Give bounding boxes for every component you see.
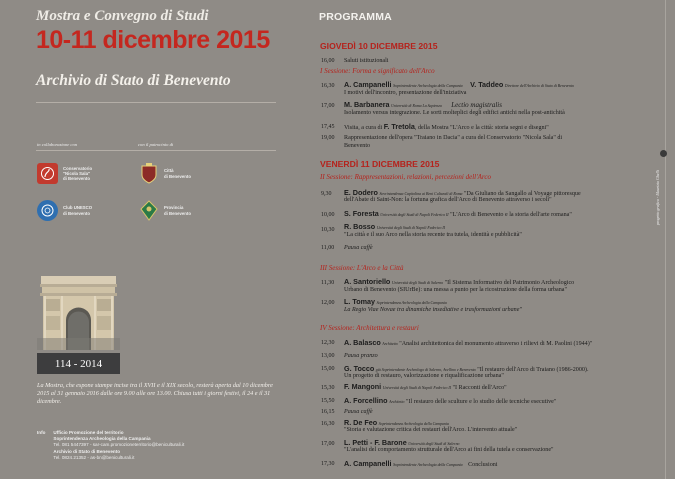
info-footer: [37, 430, 282, 461]
program-text: La Regio Viae Novae tra dinamiche insediative e trasformazioni urbane": [344, 307, 522, 313]
program-text: I motivi dell'incontro, presentazione dell'iniziativa: [344, 90, 467, 96]
program-item: F. Mangoni Università degli Studi di Napoli Federico II "I Racconti dell'Arco": [344, 382, 507, 391]
time: 10,30: [321, 227, 335, 233]
time: 9,30: [321, 191, 332, 197]
time: 17,30: [321, 461, 335, 467]
graphic-design-credit: progetto grafico - Maurizio Ghelli: [655, 170, 660, 225]
arch-of-trajan-image: [37, 272, 120, 350]
province-crest-block: [138, 200, 191, 221]
info-office-body: Soprintendenza Archeologia della Campania: [53, 436, 151, 442]
program-text: Un progetto di restauro, valorizzazione e riqualificazione urbana": [344, 373, 504, 379]
time: 15,00: [321, 366, 335, 372]
program-text: "L'analisi del comportamento strutturale dell'Arco ai fini della tutela e conservazione": [344, 447, 554, 453]
time: 19,00: [321, 135, 335, 141]
session-2-heading: II Sessione: Rappresentazioni, relazioni, percezioni dell'Arco: [320, 173, 491, 181]
info-archive: Archivio di Stato di Benevento: [53, 448, 121, 454]
conservatory-logo: [37, 163, 58, 184]
program-item: A. Balasco Architetto "Analisi architettonica del monumento attraverso i rilievi di M. Paolini (1944)": [344, 338, 593, 347]
time: 12,00: [321, 300, 335, 306]
time: 17,45: [321, 124, 335, 130]
program-item: M. Barbanera Università di Roma La Sapienza Lectio magistralis: [344, 100, 502, 109]
program-item: S. Foresta Università degli Studi di Napoli Federico II "L'Arco di Benevento e la storia dell'arte romana": [344, 209, 572, 218]
program-heading: PROGRAMMA: [319, 11, 392, 23]
program-text: Benevento: [344, 143, 371, 149]
time: 16,15: [321, 409, 335, 415]
time: 15,30: [321, 385, 335, 391]
program-item: L. Petti - F. Barone Università degli Studi di Salerno: [344, 438, 460, 447]
designer-mark-icon: [660, 150, 667, 157]
program-item: L. Tomay Soprintendenza Archeologia della Campania: [344, 297, 447, 306]
info-office: Ufficio Promozione del territorio: [53, 430, 124, 435]
time: 17,00: [321, 103, 335, 109]
province-name: Provincia di Benevento: [164, 205, 191, 216]
program-text: Saluti istituzionali: [344, 58, 389, 64]
time: 16,30: [321, 83, 335, 89]
time: 13,00: [321, 353, 335, 359]
program-item: A. Campanelli Soprintendente Archeologia della Campania Conclusioni: [344, 459, 498, 468]
patronage-label: con il patrocinio di: [138, 142, 174, 147]
time: 16,30: [321, 421, 335, 427]
divider: [36, 150, 276, 151]
time: 11,00: [321, 245, 335, 251]
day-2-heading: VENERDÌ 11 DICEMBRE 2015: [320, 159, 440, 169]
session-4-heading: IV Sessione: Architettura e restauri: [320, 324, 419, 332]
program-text: "Storia e valutazione critica dei restauri dell'Arco. L'intervento attuale": [344, 427, 518, 433]
info-archive-contact: Tel. 0824.21352 - as-bn@beniculturali.it: [53, 454, 135, 460]
program-text: Isolamento versus integrazione. Le sorti molteplici degli edifici antichi nella post-antichità: [344, 110, 565, 116]
program-text: dell'Abate di Saint-Non: la fortuna grafica dell'Arco di Benevento attraverso i secoli": [344, 197, 552, 203]
city-crest-block: [138, 163, 191, 184]
program-item: R. Bosso Università degli Studi di Napoli Federico II: [344, 222, 445, 231]
coffee-break: Pausa caffè: [344, 245, 373, 251]
info-office-contact: Tel. 081 5447397 - sar-cam.promozioneterritorio@beniculturali.it: [53, 442, 185, 448]
city-name: Città di Benevento: [164, 168, 191, 179]
program-text: "La città e il suo Arco nella storia recente tra tutela, identità e pubblicità": [344, 232, 522, 238]
session-1-heading: I Sessione: Forma e significato dell'Arco: [320, 67, 435, 75]
info-label: Info: [37, 430, 46, 435]
unesco-club-logo: [37, 200, 58, 221]
day-1-heading: GIOVEDÌ 10 DICEMBRE 2015: [320, 41, 438, 51]
event-dates-title: 10-11 dicembre 2015: [36, 26, 270, 54]
conservatory-name: Conservatorio "Nicola Sala" di Benevento: [63, 165, 93, 182]
lunch-break: Pausa pranzo: [344, 353, 378, 359]
program-item: E. Dodero Sovrintendenza Capitolina ai Beni Culturali di Roma "Da Giuliano da Sangallo al Voyage pittoresque: [344, 188, 581, 197]
time: 10,00: [321, 212, 335, 218]
year-range-banner: 114 - 2014: [37, 353, 120, 374]
program-text: Rappresentazione dell'opera "Traiano in Dacia" a cura del Conservatorio "Nicola Sala" di: [344, 135, 563, 141]
page-edge-line: [665, 0, 666, 479]
time: 11,30: [321, 280, 335, 286]
event-type-title: Mostra e Convegno di Studi: [36, 8, 209, 24]
venue-title: Archivio di Stato di Benevento: [36, 72, 231, 89]
program-item: Visita, a cura di F. Tretola, della Mostra "L'Arco e la città: storia segni e disegni": [344, 122, 549, 131]
program-item: A. Forcellino Architetto "Il restauro delle sculture e lo studio delle tecniche esecutive": [344, 396, 557, 405]
province-crest-icon: [138, 200, 159, 221]
program-text: Urbano di Benevento (SIUrBe): una messa a punto per la ricostruzione della forma urbana": [344, 287, 567, 293]
city-crest-icon: [138, 163, 159, 184]
collaboration-label: in collaborazione con: [37, 142, 78, 147]
program-item: G. Tocco già Soprintendente Archeologo di Salerno, Avellino e Benevento "Il restauro dell'Arco di Traiano (1986-2000).: [344, 364, 589, 373]
unesco-club-name: Club UNESCO di Benevento: [63, 205, 93, 216]
program-item: R. De Feo Soprintendenza Archeologia della Campania: [344, 418, 449, 427]
conservatory-logo-block: [37, 163, 92, 184]
time: 17,00: [321, 441, 335, 447]
divider: [36, 102, 276, 103]
time: 16,00: [321, 58, 335, 64]
time: 15,50: [321, 398, 335, 404]
time: 12,30: [321, 340, 335, 346]
exhibition-note: La Mostra, che espone stampe incise tra il XVII e il XIX secolo, resterà aperta dal 10 dicembre 2015 al 31 gennaio 2016 dalle ore 9.00 alle ore 13.00. Chiusa tutti i giorni festivi, il 24 e il 31 dicembre.: [37, 382, 273, 405]
program-item: A. Campanelli Soprintendente Archeologia della Campania V. Taddeo Direttore dell'Archivio di Stato di Benevento: [344, 80, 574, 89]
coffee-break: Pausa caffè: [344, 409, 373, 415]
unesco-club-logo-block: [37, 200, 92, 221]
program-item: A. Santoriello Università degli Studi di Salerno "Il Sistema Informativo del Patrimonio Archeologico: [344, 277, 575, 286]
session-3-heading: III Sessione: L'Arco e la Città: [320, 264, 404, 272]
